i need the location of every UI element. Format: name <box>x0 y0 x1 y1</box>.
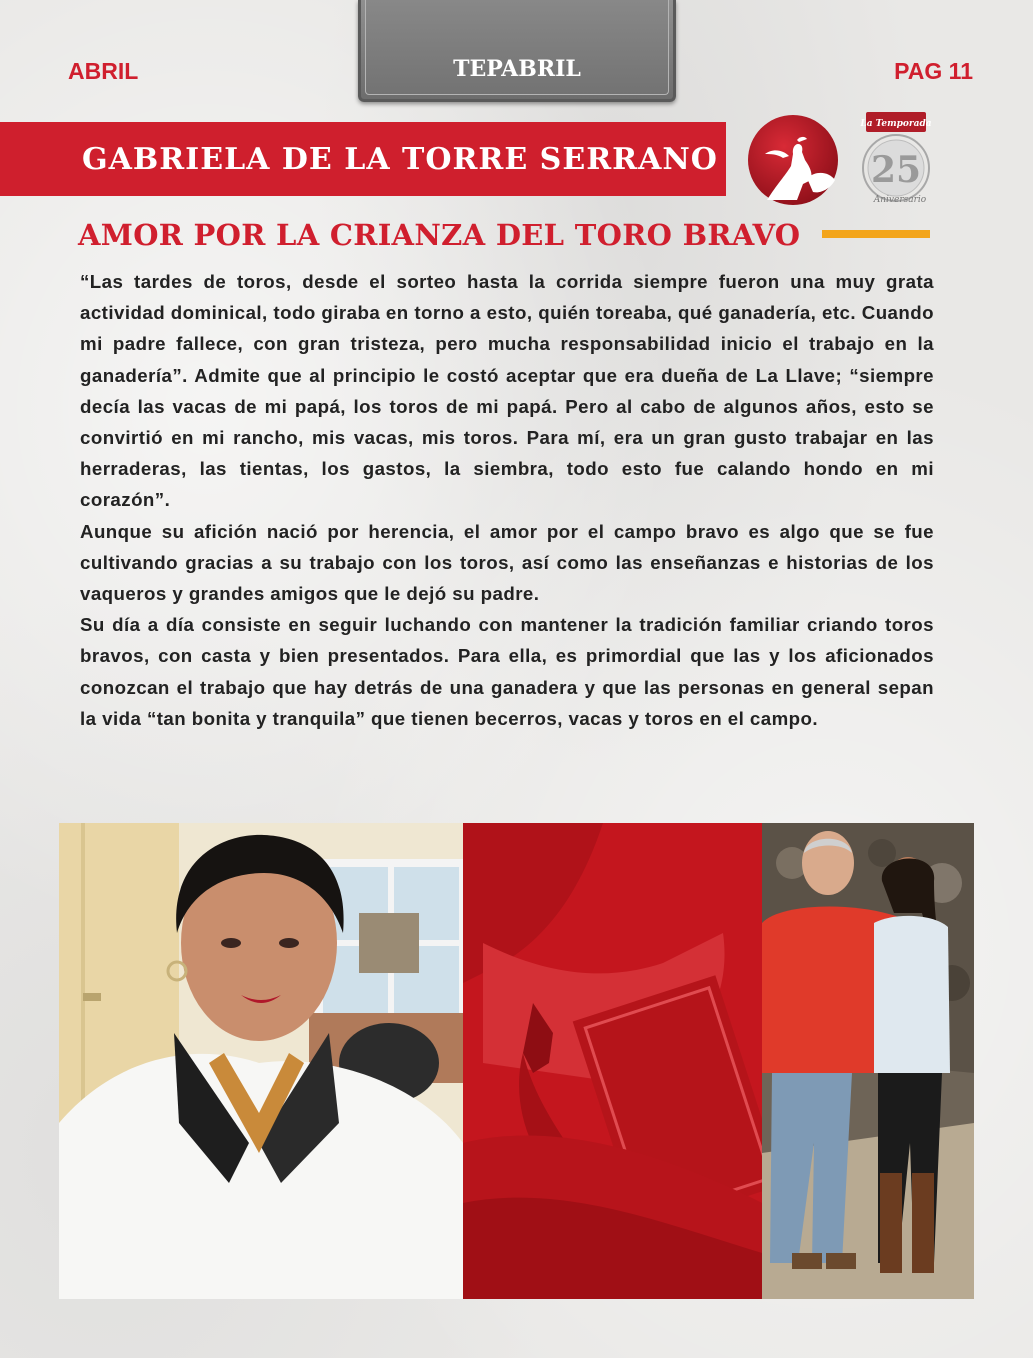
anniversary-25-logo <box>856 110 936 208</box>
header-month: ABRIL <box>68 58 139 84</box>
anniversary-number: 25 <box>870 149 922 191</box>
bullfighter-logo-icon <box>747 114 839 206</box>
header-page-number: PAG 11 <box>894 58 973 84</box>
couple-photo-art <box>762 823 974 1299</box>
magazine-tab <box>358 0 676 102</box>
photo-strip <box>59 823 974 1299</box>
article-paragraph: Su día a día consiste en seguir luchando con mantener la tradición familiar criando toros bravos, con casta y bien presentados. Para ella, es primordial que las y los aficionados conozcan el trabajo que hay detrás de una ganadera y que las personas en general sepan la vida “tan bonita y tranquila” que tienen becerros, vacas y toros en el campo. <box>80 614 934 729</box>
couple-photo <box>762 823 974 1299</box>
red-tinted-photo-art <box>463 823 762 1299</box>
anniversary-bottom-text: Aniversario <box>873 195 927 205</box>
red-tinted-photo <box>463 823 762 1299</box>
article-body <box>80 266 934 734</box>
subtitle-accent-bar <box>822 230 930 238</box>
anniversary-top-text: La Temporada <box>860 119 932 129</box>
article-subtitle: AMOR POR LA CRIANZA DEL TORO BRAVO <box>78 218 801 252</box>
article-paragraph: Aunque su afición nació por herencia, el amor por el campo bravo es algo que se fue cultivando gracias a su trabajo con los toros, así como las enseñanzas e historias de los vaqueros y grandes amigos que le dejó su padre. <box>80 520 934 605</box>
article-person-name: GABRIELA DE LA TORRE SERRANO <box>82 142 718 177</box>
magazine-name: TEPABRIL <box>453 56 581 82</box>
article-paragraph: “Las tardes de toros, desde el sorteo hasta la corrida siempre fueron una muy grata actividad dominical, todo giraba en torno a esto, quién toreaba, qué ganadería, etc. Cuando mi padre fallece, con gran tristeza, pero mucha responsabilidad inicio el trabajo en la ganadería”. Admite que al principio le costó aceptar que era dueña de La Llave; “siempre decía las vacas de mi papá, los toros de mi papá. Pero al cabo de algunos años, esto se convirtió en mi rancho, mis vacas, mis toros. Para mí, era un gran gusto trabajar en las herraderas, las tientas, los gastos, la siembra, todo esto fue calando hondo en mi corazón”. <box>80 271 934 511</box>
portrait-photo-art <box>59 823 463 1299</box>
portrait-photo <box>59 823 463 1299</box>
